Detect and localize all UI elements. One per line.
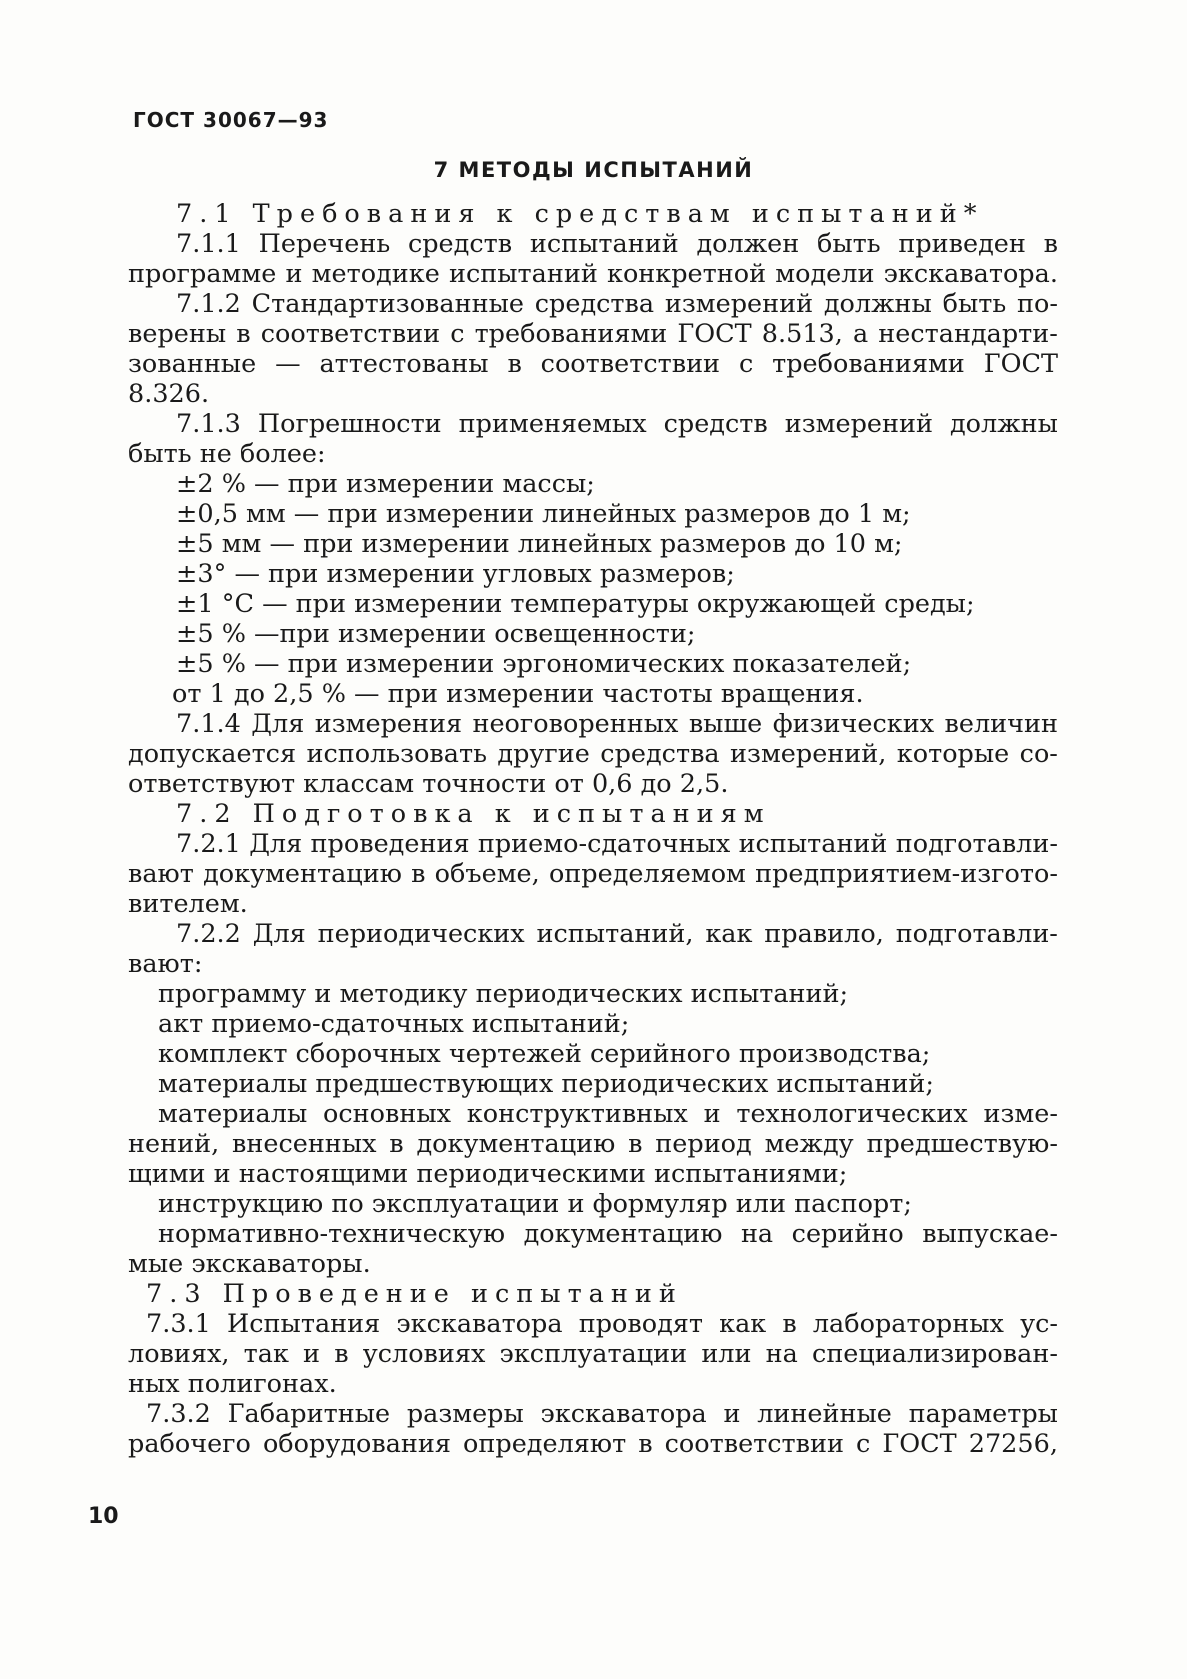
- word: экскаватора.: [883, 259, 1058, 289]
- word: определяемом: [548, 859, 746, 889]
- list-item-continuation: мые экскаваторы.: [128, 1249, 371, 1279]
- word: изме-: [983, 1099, 1058, 1129]
- word: средств: [407, 229, 513, 259]
- paragraph-line: [128, 259, 1058, 289]
- list-item: [128, 1099, 1058, 1129]
- paragraph-line: ответствуют классам точности от 0,6 до 2,5.: [128, 769, 729, 799]
- word: в: [236, 319, 251, 349]
- word: а: [852, 319, 869, 349]
- word: требованиями: [772, 349, 965, 379]
- word: измерений,: [730, 739, 887, 769]
- word: 7.1.3: [176, 409, 241, 439]
- word: в: [782, 1309, 797, 1339]
- word: соответствии: [664, 1429, 845, 1459]
- document-code-header: ГОСТ 30067—93: [133, 108, 329, 132]
- word: предшествую-: [866, 1129, 1058, 1159]
- paragraph-line: [128, 229, 1058, 259]
- list-item-continuation: щими и настоящими периодическими испытаниями;: [128, 1159, 848, 1189]
- word: лабораторных: [812, 1309, 1004, 1339]
- word: экскаватора: [540, 1399, 707, 1429]
- word: Для: [251, 709, 305, 739]
- word: документацию: [416, 1129, 616, 1159]
- paragraph-line: ных полигонах.: [128, 1369, 337, 1399]
- word: Стандартизованные: [251, 289, 524, 319]
- word: или: [701, 1339, 752, 1369]
- word: в: [1043, 229, 1058, 259]
- word: со-: [1019, 739, 1058, 769]
- word: ус-: [1020, 1309, 1058, 1339]
- word: зованные: [128, 349, 257, 379]
- word: другие: [497, 739, 590, 769]
- word: которые: [896, 739, 1010, 769]
- word: 7.3.1: [146, 1309, 211, 1339]
- subsection-heading-7-3: 7.3 Проведение испытаний: [146, 1279, 683, 1309]
- list-item-continuation: [128, 1129, 1058, 1159]
- word: с: [450, 319, 465, 349]
- word: нений,: [128, 1129, 220, 1159]
- word: 7.1.4: [176, 709, 241, 739]
- word: верены: [128, 319, 227, 349]
- word: 7.3.2: [146, 1399, 211, 1429]
- word: методике: [311, 259, 440, 289]
- word: —: [275, 349, 301, 379]
- word: испытаний: [448, 259, 598, 289]
- word: выпускае-: [922, 1219, 1058, 1249]
- list-item: [128, 1219, 1058, 1249]
- word: проведения: [310, 829, 470, 859]
- word: материалы: [158, 1099, 308, 1129]
- word: нормативно-техническую: [158, 1219, 506, 1249]
- word: ГОСТ: [677, 319, 752, 349]
- paragraph-line: вителем.: [128, 889, 248, 919]
- word: быть: [816, 229, 881, 259]
- word: в: [334, 1339, 349, 1369]
- paragraph-line: 8.326.: [128, 379, 210, 409]
- word: в: [638, 1429, 653, 1459]
- list-item: ±5 мм — при измерении линейных размеров до 10 м;: [176, 529, 903, 559]
- word: 7.1.1: [176, 229, 241, 259]
- word: требованиями: [474, 319, 668, 349]
- paragraph-line: [128, 829, 1058, 859]
- word: испытаний,: [536, 919, 694, 949]
- word: измерения: [314, 709, 463, 739]
- paragraph-line: [128, 349, 1058, 379]
- word: документацию: [203, 859, 402, 889]
- list-item: ±3° — при измерении угловых размеров;: [176, 559, 735, 589]
- list-item: материалы предшествующих периодических испытаний;: [158, 1069, 934, 1099]
- word: измерений: [784, 409, 933, 439]
- word: 7.2.2: [176, 919, 241, 949]
- word: аттестованы: [319, 349, 489, 379]
- paragraph-line: [128, 1429, 1058, 1459]
- word: Для: [249, 829, 303, 859]
- word: основных: [323, 1099, 452, 1129]
- paragraph-line: [128, 739, 1058, 769]
- word: использовать: [306, 739, 487, 769]
- word: и: [285, 259, 303, 289]
- word: Испытания: [227, 1309, 381, 1339]
- word: Для: [252, 919, 306, 949]
- word: условиях: [362, 1339, 486, 1369]
- list-item: комплект сборочных чертежей серийного производства;: [158, 1039, 931, 1069]
- word: на: [740, 1219, 774, 1249]
- word: и: [723, 1399, 741, 1429]
- word: допускается: [128, 739, 297, 769]
- word: 7.1.2: [176, 289, 241, 319]
- word: модели: [775, 259, 875, 289]
- word: неоговоренных: [472, 709, 679, 739]
- word: 8.513,: [761, 319, 843, 349]
- word: размеры: [406, 1399, 524, 1429]
- list-item: ±5 % —при измерении освещенности;: [176, 619, 696, 649]
- word: Перечень: [258, 229, 391, 259]
- word: величин: [944, 709, 1058, 739]
- list-item: программу и методику периодических испытаний;: [158, 979, 849, 1009]
- word: по-: [1017, 289, 1058, 319]
- word: ловиях,: [128, 1339, 230, 1369]
- word: период: [655, 1129, 752, 1159]
- paragraph-line: [128, 859, 1058, 889]
- word: 27256,: [968, 1429, 1058, 1459]
- word: соответствии: [540, 349, 721, 379]
- word: экскаватора: [396, 1309, 563, 1339]
- word: между: [764, 1129, 854, 1159]
- word: конкретной: [607, 259, 767, 289]
- subsection-heading-7-1: 7.1 Требования к средствам испытаний*: [176, 199, 984, 229]
- word: должны: [949, 409, 1058, 439]
- word: испытаний: [529, 229, 679, 259]
- word: в: [628, 1129, 643, 1159]
- subsection-heading-7-2: 7.2 Подготовка к испытаниям: [176, 799, 771, 829]
- word: Погрешности: [257, 409, 442, 439]
- word: испытаний: [738, 829, 888, 859]
- word: соответствии: [260, 319, 441, 349]
- word: объеме,: [434, 859, 540, 889]
- word: параметры: [908, 1399, 1058, 1429]
- word: средств: [663, 409, 768, 439]
- list-item: инструкцию по эксплуатации и формуляр или паспорт;: [158, 1189, 912, 1219]
- paragraph-line: [128, 709, 1058, 739]
- word: в: [389, 1129, 404, 1159]
- word: приведен: [898, 229, 1026, 259]
- word: подготавли-: [895, 919, 1058, 949]
- word: оборудования: [262, 1429, 452, 1459]
- word: документацию: [523, 1219, 723, 1249]
- word: ГОСТ: [983, 349, 1058, 379]
- word: и: [703, 1099, 721, 1129]
- list-item: ±0,5 мм — при измерении линейных размеров до 1 м;: [176, 499, 911, 529]
- word: с: [738, 349, 754, 379]
- word: рабочего: [128, 1429, 251, 1459]
- paragraph-line: [128, 919, 1058, 949]
- word: в: [411, 859, 426, 889]
- word: 7.2.1: [176, 829, 241, 859]
- paragraph-line: быть не более:: [128, 439, 326, 469]
- word: выше: [688, 709, 763, 739]
- paragraph-line: вают:: [128, 949, 203, 979]
- word: определяют: [463, 1429, 627, 1459]
- list-item: ±5 % — при измерении эргономических показателей;: [176, 649, 912, 679]
- paragraph-line: [128, 319, 1058, 349]
- word: средства: [600, 739, 720, 769]
- word: средства: [534, 289, 655, 319]
- word: специализирован-: [812, 1339, 1058, 1369]
- word: вают: [128, 859, 194, 889]
- word: на: [765, 1339, 798, 1369]
- paragraph-line: [128, 1339, 1058, 1369]
- page-number: 10: [88, 1504, 119, 1529]
- word: как: [705, 919, 753, 949]
- word: в: [507, 349, 522, 379]
- word: с: [856, 1429, 871, 1459]
- word: ГОСТ: [882, 1429, 957, 1459]
- paragraph-line: [128, 1399, 1058, 1429]
- word: применяемых: [458, 409, 647, 439]
- word: программе: [128, 259, 277, 289]
- word: Габаритные: [227, 1399, 391, 1429]
- word: измерений: [664, 289, 814, 319]
- word: серийно: [791, 1219, 904, 1249]
- word: подготавли-: [895, 829, 1058, 859]
- word: должен: [696, 229, 800, 259]
- word: физических: [772, 709, 935, 739]
- word: периодических: [317, 919, 525, 949]
- word: правило,: [764, 919, 884, 949]
- word: как: [719, 1309, 767, 1339]
- paragraph-line: [128, 1309, 1058, 1339]
- list-item: ±1 °С — при измерении температуры окружающей среды;: [176, 589, 975, 619]
- section-title: 7 МЕТОДЫ ИСПЫТАНИЙ: [433, 158, 754, 182]
- word: технологических: [736, 1099, 968, 1129]
- paragraph-line: [128, 289, 1058, 319]
- word: предприятием-изгото-: [755, 859, 1058, 889]
- word: приемо-сдаточных: [477, 829, 731, 859]
- word: проводят: [578, 1309, 703, 1339]
- word: эксплуатации: [499, 1339, 688, 1369]
- document-body: [128, 199, 1058, 1459]
- paragraph-line: [128, 409, 1058, 439]
- word: быть: [942, 289, 1007, 319]
- word: внесенных: [232, 1129, 377, 1159]
- word: и: [303, 1339, 321, 1369]
- word: линейные: [757, 1399, 892, 1429]
- word: нестандарти-: [878, 319, 1058, 349]
- word: так: [243, 1339, 289, 1369]
- list-item: от 1 до 2,5 % — при измерении частоты вращения.: [172, 679, 864, 709]
- list-item: акт приемо-сдаточных испытаний;: [158, 1009, 630, 1039]
- list-item: ±2 % — при измерении массы;: [176, 469, 595, 499]
- word: конструктивных: [466, 1099, 688, 1129]
- word: должны: [823, 289, 932, 319]
